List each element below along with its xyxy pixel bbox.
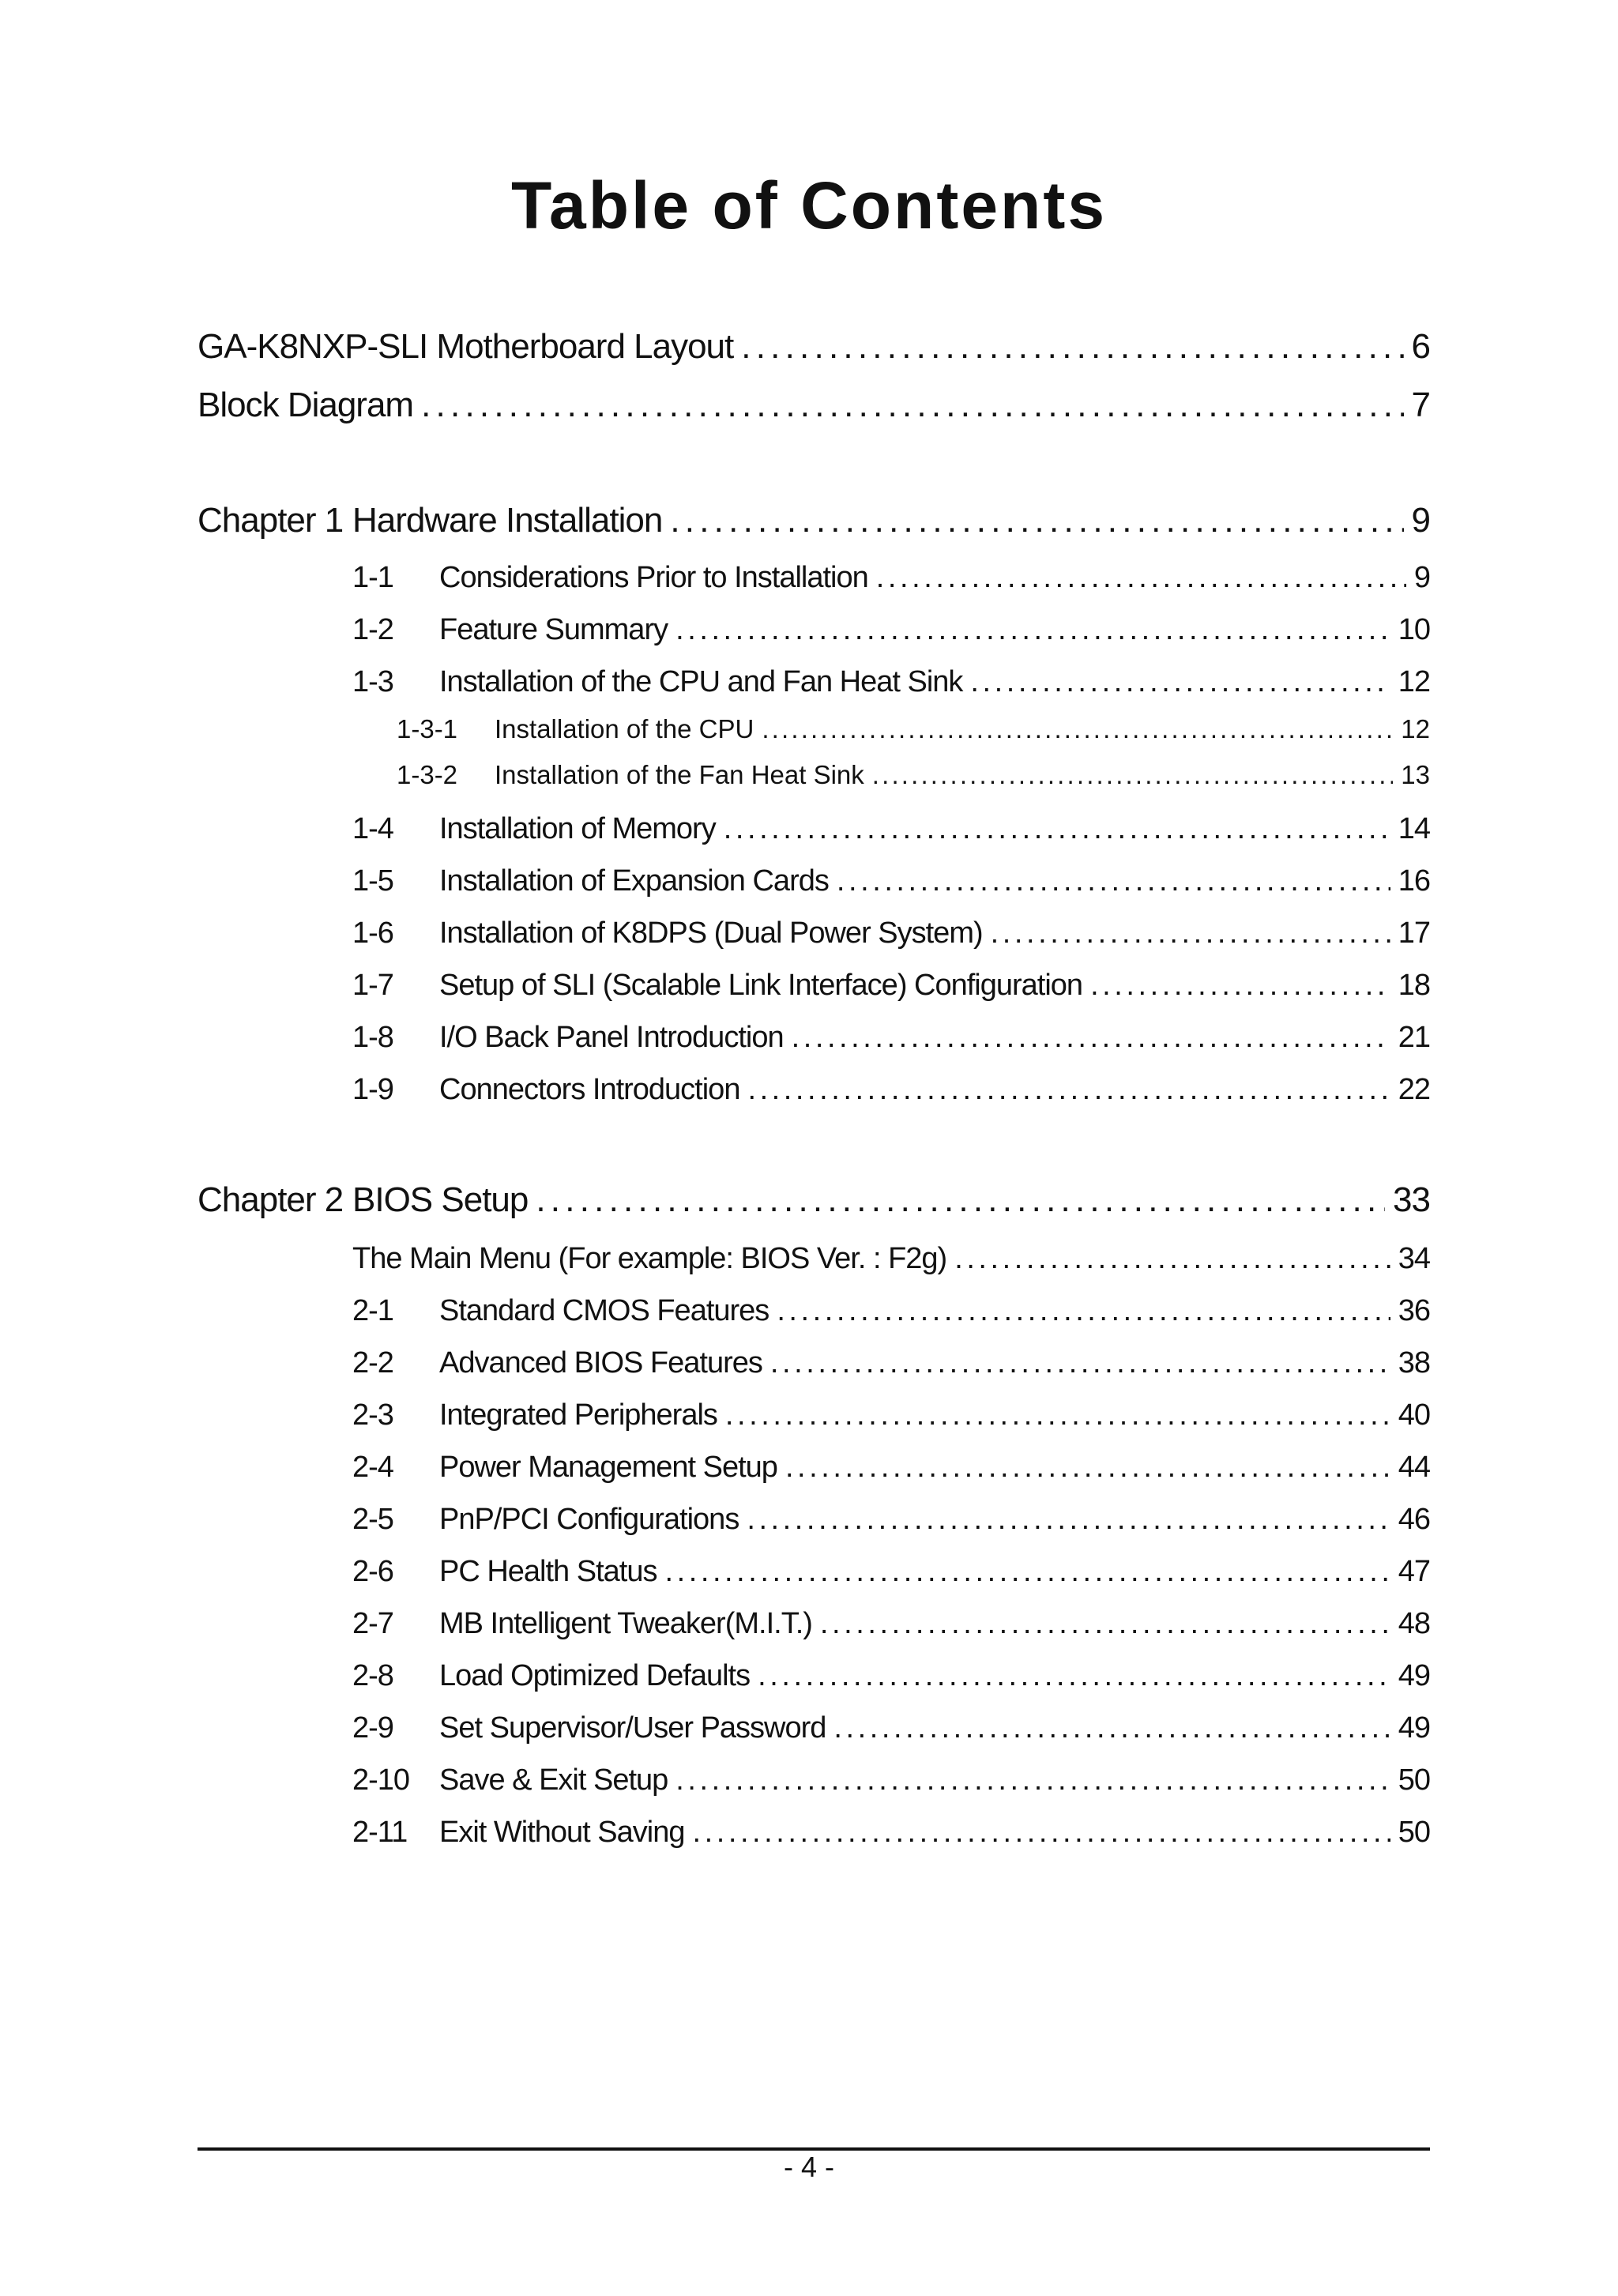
chapter-title: BIOS Setup <box>352 1180 529 1219</box>
toc-entry-page: 16 <box>1398 864 1430 898</box>
toc-entry-number: 1-5 <box>352 864 393 898</box>
toc-entry-page: 12 <box>1401 714 1430 743</box>
toc-entry-page: 13 <box>1401 760 1430 789</box>
toc-entry[interactable] <box>352 613 1430 647</box>
toc-entry[interactable] <box>352 1659 1430 1693</box>
toc-entry-page: 46 <box>1398 1503 1430 1536</box>
toc-entry[interactable] <box>352 1398 1430 1432</box>
dot-leader <box>1090 969 1390 1003</box>
toc-entry-page: 34 <box>1398 1242 1430 1275</box>
chapter-title: Hardware Installation <box>352 501 663 540</box>
toc-entry[interactable] <box>352 561 1430 595</box>
dot-leader <box>762 714 1393 744</box>
toc-entry-page: 14 <box>1398 812 1430 845</box>
dot-leader <box>970 665 1390 699</box>
toc-entry-number: 2-11 <box>352 1816 408 1849</box>
toc-chapter-1[interactable] <box>198 501 1430 540</box>
toc-entry-page: 22 <box>1398 1073 1430 1106</box>
dot-leader <box>785 1451 1390 1485</box>
toc-entry-label: Connectors Introduction <box>439 1073 740 1106</box>
dot-leader <box>876 561 1406 595</box>
chapter-number: Chapter 1 <box>198 501 344 540</box>
dot-leader <box>675 613 1390 647</box>
toc-entry[interactable] <box>397 714 1430 744</box>
toc-entry[interactable] <box>352 864 1430 898</box>
toc-entry-label: PnP/PCI Configurations <box>439 1503 739 1536</box>
toc-entry-number: 1-2 <box>352 613 393 646</box>
toc-entry[interactable] <box>352 1711 1430 1745</box>
dot-leader <box>777 1294 1390 1328</box>
toc-entry-label: Integrated Peripherals <box>439 1398 717 1432</box>
toc-entry-number: 1-3-2 <box>397 760 458 789</box>
toc-entry-motherboard-layout[interactable] <box>198 327 1430 367</box>
dot-leader <box>758 1659 1390 1693</box>
toc-entry-page: 48 <box>1398 1607 1430 1640</box>
toc-entry-number: 1-7 <box>352 969 393 1002</box>
toc-entry[interactable] <box>352 812 1430 846</box>
toc-entry-number: 2-10 <box>352 1763 410 1797</box>
toc-entry-page: 49 <box>1398 1659 1430 1692</box>
dot-leader <box>536 1180 1385 1220</box>
toc-chapter-2[interactable] <box>198 1180 1430 1220</box>
dot-leader <box>741 327 1403 367</box>
toc-entry-page: 18 <box>1398 969 1430 1002</box>
toc-entry[interactable] <box>352 1451 1430 1485</box>
footer-page-number: - 4 - <box>783 2151 834 2183</box>
toc-entry-label: Block Diagram <box>198 386 414 424</box>
toc-entry-label: Installation of the Fan Heat Sink <box>495 760 864 789</box>
toc-entry-number: 1-3-1 <box>397 714 458 743</box>
dot-leader <box>872 760 1394 790</box>
toc-entry-number: 2-5 <box>352 1503 393 1536</box>
toc-entry[interactable] <box>352 1503 1430 1537</box>
toc-entry-label: Save & Exit Setup <box>439 1763 668 1797</box>
toc-entry[interactable] <box>352 917 1430 950</box>
toc-entry[interactable] <box>352 1816 1430 1850</box>
toc-entry[interactable] <box>397 760 1430 790</box>
toc-entry-number: 1-4 <box>352 812 393 845</box>
dot-leader <box>725 1398 1390 1432</box>
toc-entry[interactable] <box>352 665 1430 699</box>
toc-entry-label: Feature Summary <box>439 613 668 646</box>
toc-entry-label: Installation of Memory <box>439 812 716 845</box>
toc-entry-number: 2-1 <box>352 1294 393 1327</box>
toc-entry-page: 12 <box>1398 665 1430 698</box>
toc-entry[interactable] <box>352 1763 1430 1797</box>
toc-entry-label: Setup of SLI (Scalable Link Interface) Configuration <box>439 969 1083 1002</box>
toc-entry-label: Considerations Prior to Installation <box>439 561 868 594</box>
chapter-number: Chapter 2 <box>198 1180 344 1219</box>
dot-leader <box>991 917 1390 950</box>
toc-entry-page: 6 <box>1411 327 1430 366</box>
toc-entry-label: I/O Back Panel Introduction <box>439 1021 784 1054</box>
toc-entry-number: 2-9 <box>352 1711 393 1745</box>
dot-leader <box>833 1711 1390 1745</box>
toc-entry-page: 50 <box>1398 1763 1430 1797</box>
toc-entry-page: 50 <box>1398 1816 1430 1849</box>
toc-entry[interactable] <box>352 1555 1430 1589</box>
toc-entry-label: Set Supervisor/User Password <box>439 1711 826 1745</box>
dot-leader <box>820 1607 1390 1641</box>
toc-entry-label: Exit Without Saving <box>439 1816 685 1849</box>
toc-entry-page: 47 <box>1398 1555 1430 1588</box>
toc-entry-page: 7 <box>1411 386 1430 424</box>
toc-entry-label: MB Intelligent Tweaker(M.I.T.) <box>439 1607 812 1640</box>
toc-entry-label: GA-K8NXP-SLI Motherboard Layout <box>198 327 734 366</box>
toc-entry[interactable] <box>352 1346 1430 1380</box>
toc-entry-page: 10 <box>1398 613 1430 646</box>
toc-entry-number: 2-6 <box>352 1555 393 1588</box>
toc-entry-number: 2-3 <box>352 1398 393 1432</box>
toc-entry-label: Installation of K8DPS (Dual Power System) <box>439 917 983 950</box>
dot-leader <box>792 1021 1390 1055</box>
toc-entry-number: 1-6 <box>352 917 393 950</box>
toc-entry-page: 17 <box>1398 917 1430 950</box>
toc-entry-page: 9 <box>1413 561 1430 594</box>
toc-entry-label: Installation of the CPU <box>495 714 754 743</box>
toc-entry-number: 2-4 <box>352 1451 393 1484</box>
toc-entry[interactable] <box>352 969 1430 1003</box>
chapter-page: 33 <box>1393 1180 1430 1219</box>
toc-entry-label: Installation of the CPU and Fan Heat Sink <box>439 665 963 698</box>
toc-entry[interactable] <box>352 1242 1430 1276</box>
toc-entry-number: 1-3 <box>352 665 393 698</box>
toc-entry-number: 2-2 <box>352 1346 393 1379</box>
dot-leader <box>770 1346 1390 1380</box>
chapter-page: 9 <box>1411 501 1430 540</box>
dot-leader <box>724 812 1390 846</box>
toc-entry[interactable] <box>352 1607 1430 1641</box>
toc-entry-label: The Main Menu (For example: BIOS Ver. : F2g) <box>352 1242 947 1275</box>
toc-entry-label: Installation of Expansion Cards <box>439 864 829 898</box>
dot-leader <box>692 1816 1390 1850</box>
toc-entry-page: 21 <box>1398 1021 1430 1054</box>
dot-leader <box>747 1073 1390 1107</box>
toc-entry-number: 1-9 <box>352 1073 393 1106</box>
toc-entry-page: 49 <box>1398 1711 1430 1745</box>
toc-entry-page: 44 <box>1398 1451 1430 1484</box>
toc-entry-label: Power Management Setup <box>439 1451 777 1484</box>
toc-entry-number: 2-8 <box>352 1659 393 1692</box>
page-title: Table of Contents <box>510 168 1108 243</box>
toc-entry-label: Load Optimized Defaults <box>439 1659 751 1692</box>
toc-entry[interactable] <box>352 1073 1430 1107</box>
toc-entry-page: 38 <box>1398 1346 1430 1379</box>
toc-entry-number: 1-1 <box>352 561 393 594</box>
table-of-contents <box>198 0 1430 2296</box>
dot-leader <box>670 501 1403 540</box>
toc-entry[interactable] <box>352 1021 1430 1055</box>
dot-leader <box>954 1242 1390 1276</box>
toc-entry-page: 40 <box>1398 1398 1430 1432</box>
toc-entry-label: Advanced BIOS Features <box>439 1346 762 1379</box>
dot-leader <box>421 386 1403 425</box>
toc-entry-label: Standard CMOS Features <box>439 1294 769 1327</box>
toc-entry-label: PC Health Status <box>439 1555 657 1588</box>
toc-entry[interactable] <box>352 1294 1430 1328</box>
dot-leader <box>675 1763 1390 1797</box>
toc-entry-page: 36 <box>1398 1294 1430 1327</box>
toc-entry-block-diagram[interactable] <box>198 386 1430 425</box>
dot-leader <box>664 1555 1390 1589</box>
dot-leader <box>837 864 1390 898</box>
toc-entry-number: 1-8 <box>352 1021 393 1054</box>
dot-leader <box>747 1503 1390 1537</box>
toc-entry-number: 2-7 <box>352 1607 393 1640</box>
